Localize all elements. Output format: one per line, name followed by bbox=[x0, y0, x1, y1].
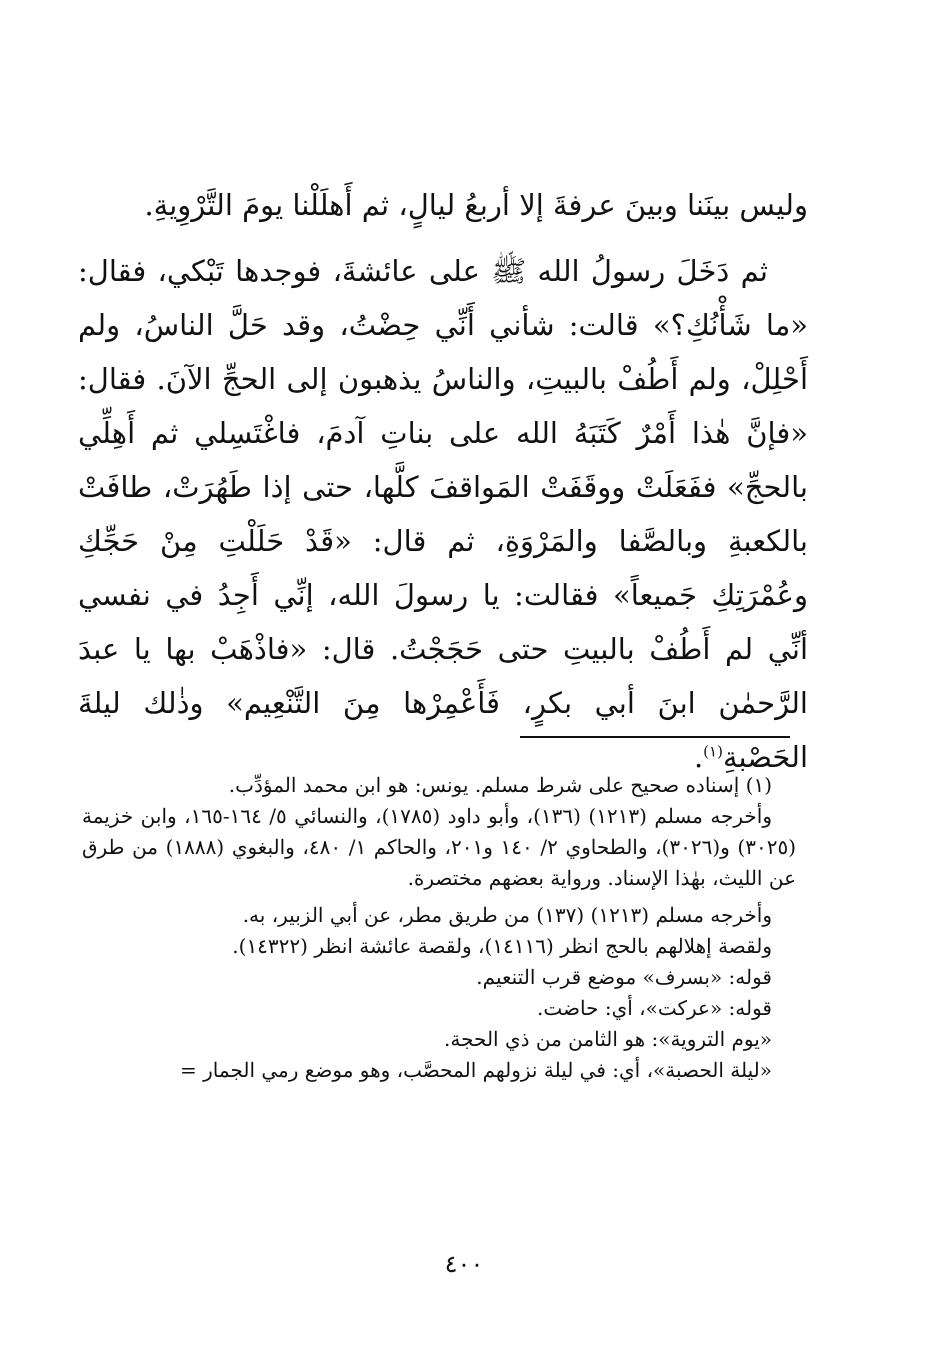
footnote-item: وأخرجه مسلم (١٢١٣) (١٣٦)، وأبو داود (١٧٨٥)، والنسائي ٥/ ١٦٤-١٦٥، وابن خزيمة (٣٠٢٥) و(٣٠٢٦)، والطحاوي ٢/ ١٤٠ و٢٠١، والحاكم ١/ ٤٨٠، والبغوي (١٨٨٨) من طرق عن الليث، بهٰذا الإسناد. ورواية بعضهم مختصرة. bbox=[82, 804, 796, 890]
paragraph: ثم دَخَلَ رسولُ الله ﷺ على عائشةَ، فوجدها تَبْكي، فقال: «ما شَأْنُكِ؟» قالت: شأني أَنِّي حِضْتُ، وقد حَلَّ الناسُ، ولم أَحْلِلْ، ولم أَطُفْ بالبيتِ، والناسُ يذهبون إلى الحجِّ الآنَ. فقال: «فإنَّ هٰذا أَمْرٌ كَتَبَهُ الله على بناتِ آدمَ، فاغْتَسِلي ثم أَهِلِّي بالحجِّ» ففَعَلَتْ ووقَفَتْ المَواقفَ كلَّها، حتى إذا طَهُرَتْ، طافَتْ بالكعبةِ وبالصَّفا والمَرْوَةِ، ثم قال: «قَدْ حَلَلْتِ مِنْ حَجِّكِ وعُمْرَتِكِ جَميعاً» فقالت: يا رسولَ الله، إنِّي أَجِدُ في نفسي أنِّي لم أَطُفْ بالبيتِ حتى حَجَجْتُ. قال: «فاذْهَبْ بها يا عبدَ الرَّحمٰن ابنَ أبي بكرٍ، فَأَعْمِرْها مِنَ التَّنْعِيم» وذٰلك ليلةَ الحَصْبةِ$^{(١)}$. bbox=[78, 254, 808, 774]
footnote-item: «يوم التروية»: هو الثامن من ذي الحجة. bbox=[444, 1027, 772, 1051]
page-number: ٤٠٠ bbox=[444, 1250, 484, 1278]
footnote-item: قوله: «بسرف» موضع قرب التنعيم. bbox=[476, 965, 772, 989]
footnote-item: «ليلة الحصبة»، أي: في ليلة نزولهم المحصَّب، وهو موضع رمي الجمار = bbox=[180, 1058, 772, 1082]
footnote-item: (١) إسناده صحيح على شرط مسلم. يونس: هو ابن محمد المؤدِّب. bbox=[228, 773, 772, 797]
main-text bbox=[78, 178, 808, 784]
footnote-separator bbox=[520, 736, 790, 738]
footnote-item: قوله: «عركت»، أي: حاضت. bbox=[537, 996, 772, 1020]
paragraph bbox=[78, 178, 808, 232]
footnote-reference: (١) bbox=[703, 742, 723, 761]
footnotes bbox=[82, 770, 796, 1086]
footnote-item: ولقصة إهلالهم بالحج انظر (١٤١١٦)، ولقصة عائشة انظر (١٤٣٢٢). bbox=[232, 934, 772, 958]
paragraph-text: ثم دَخَلَ رسولُ الله ﷺ على عائشةَ، فوجدها تَبْكي، فقال: «ما شَأْنُكِ؟» قالت: شأني أَنِّي حِضْتُ، وقد حَلَّ الناسُ، ولم أَحْلِلْ، ولم أَطُفْ بالبيتِ، والناسُ يذهبون إلى الحجِّ الآنَ. فقال: «فإنَّ هٰذا أَمْرٌ كَتَبَهُ الله على بناتِ آدمَ، فاغْتَسِلي ثم أَهِلِّي بالحجِّ» ففَعَلَتْ ووقَفَتْ المَواقفَ كلَّها، حتى إذا طَهُرَتْ، طافَتْ بالكعبةِ وبالصَّفا والمَرْوَةِ، ثم قال: «قَدْ حَلَلْتِ مِنْ حَجِّكِ وعُمْرَتِكِ جَميعاً» فقالت: يا رسولَ الله، إنِّي أَجِدُ في نفسي أنِّي لم أَطُفْ بالبيتِ حتى حَجَجْتُ. قال: «فاذْهَبْ بها يا عبدَ الرَّحمٰن ابنَ أبي بكرٍ، فَأَعْمِرْها مِنَ التَّنْعِيم» وذٰلك ليلةَ الحَصْبةِ bbox=[78, 254, 808, 774]
footnote-item: وأخرجه مسلم (١٢١٣) (١٣٧) من طريق مطر، عن أبي الزبير، به. bbox=[242, 903, 772, 927]
paragraph-text: وليس بينَنا وبينَ عرفةَ إلا أربعُ ليالٍ، ثم أَهلَلْنا يومَ التَّرْوِيةِ. bbox=[144, 188, 808, 222]
